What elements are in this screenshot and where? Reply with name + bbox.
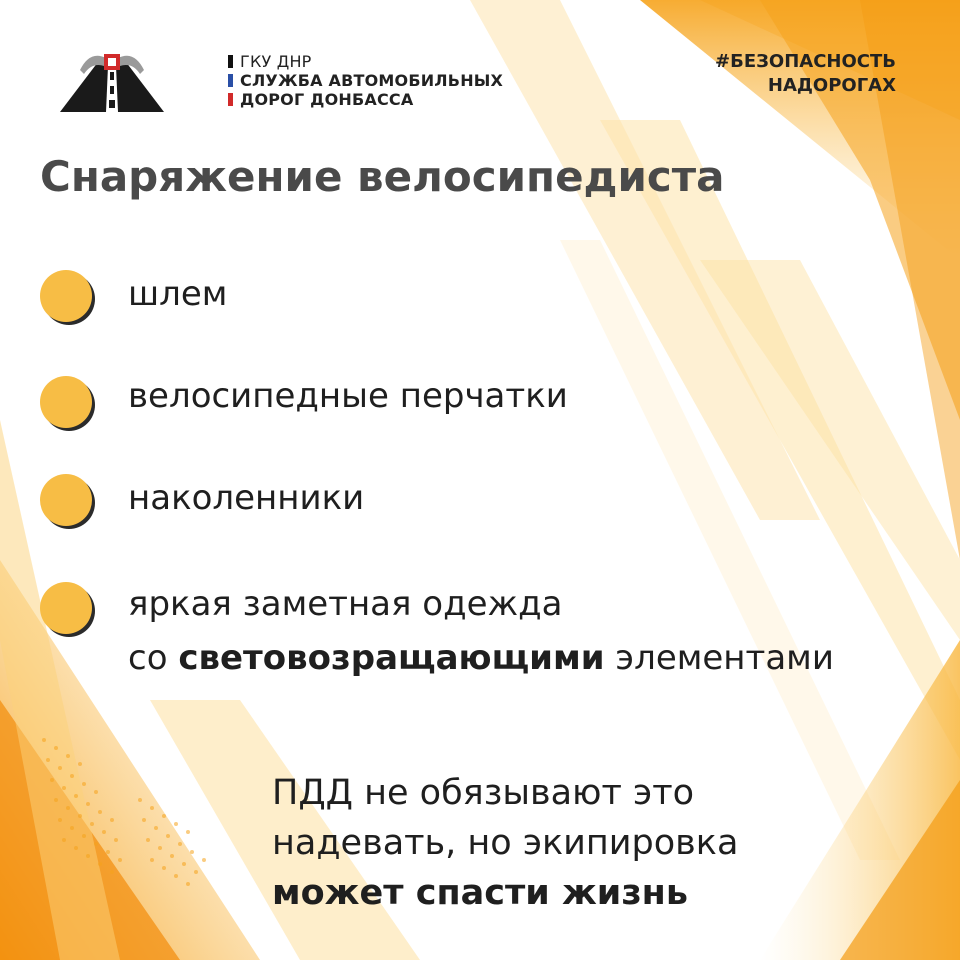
list-item-text: наколенники <box>128 478 365 518</box>
safety-note <box>272 768 738 918</box>
org-name-line-1 <box>228 52 503 71</box>
safety-note-line-2: надевать, но экипировка <box>272 823 739 863</box>
flag-bar-red <box>228 93 233 106</box>
org-name <box>228 52 503 109</box>
page-title: Снаряжение велосипедиста <box>40 152 725 201</box>
list-item-text: шлем <box>128 274 228 314</box>
list-item-text-bold: световозращающими <box>178 638 605 678</box>
hashtag <box>715 50 896 98</box>
hashtag-line-2: НАДОРОГАХ <box>767 75 896 96</box>
bullet-circle-icon <box>40 474 92 526</box>
list-item-text-pre: со <box>128 638 179 678</box>
list-item-text-post: элементами <box>604 638 834 678</box>
road-logo-icon <box>60 48 164 114</box>
bullet-circle-icon <box>40 582 92 634</box>
org-logo <box>60 48 504 118</box>
org-name-line-1-text: ГКУ ДНР <box>240 52 312 71</box>
safety-note-line-3: может спасти жизнь <box>272 873 688 913</box>
list-item-text-line-2 <box>128 632 834 684</box>
hashtag-line-1: #БЕЗОПАСНОСТЬ <box>715 51 896 72</box>
org-name-line-3-text: ДОРОГ ДОНБАССА <box>240 90 414 109</box>
bullet-circle-icon <box>40 376 92 428</box>
org-name-line-2 <box>228 71 503 90</box>
flag-bar-black <box>228 55 233 68</box>
safety-note-line-1: ПДД не обязывают это <box>272 773 695 813</box>
flag-bar-blue <box>228 74 233 87</box>
org-name-line-2-text: СЛУЖБА АВТОМОБИЛЬНЫХ <box>240 71 504 90</box>
list-item-text: велосипедные перчатки <box>128 376 568 416</box>
org-name-line-3 <box>228 90 503 109</box>
bullet-circle-icon <box>40 270 92 322</box>
list-item-text-line-1: яркая заметная одежда <box>128 584 563 624</box>
